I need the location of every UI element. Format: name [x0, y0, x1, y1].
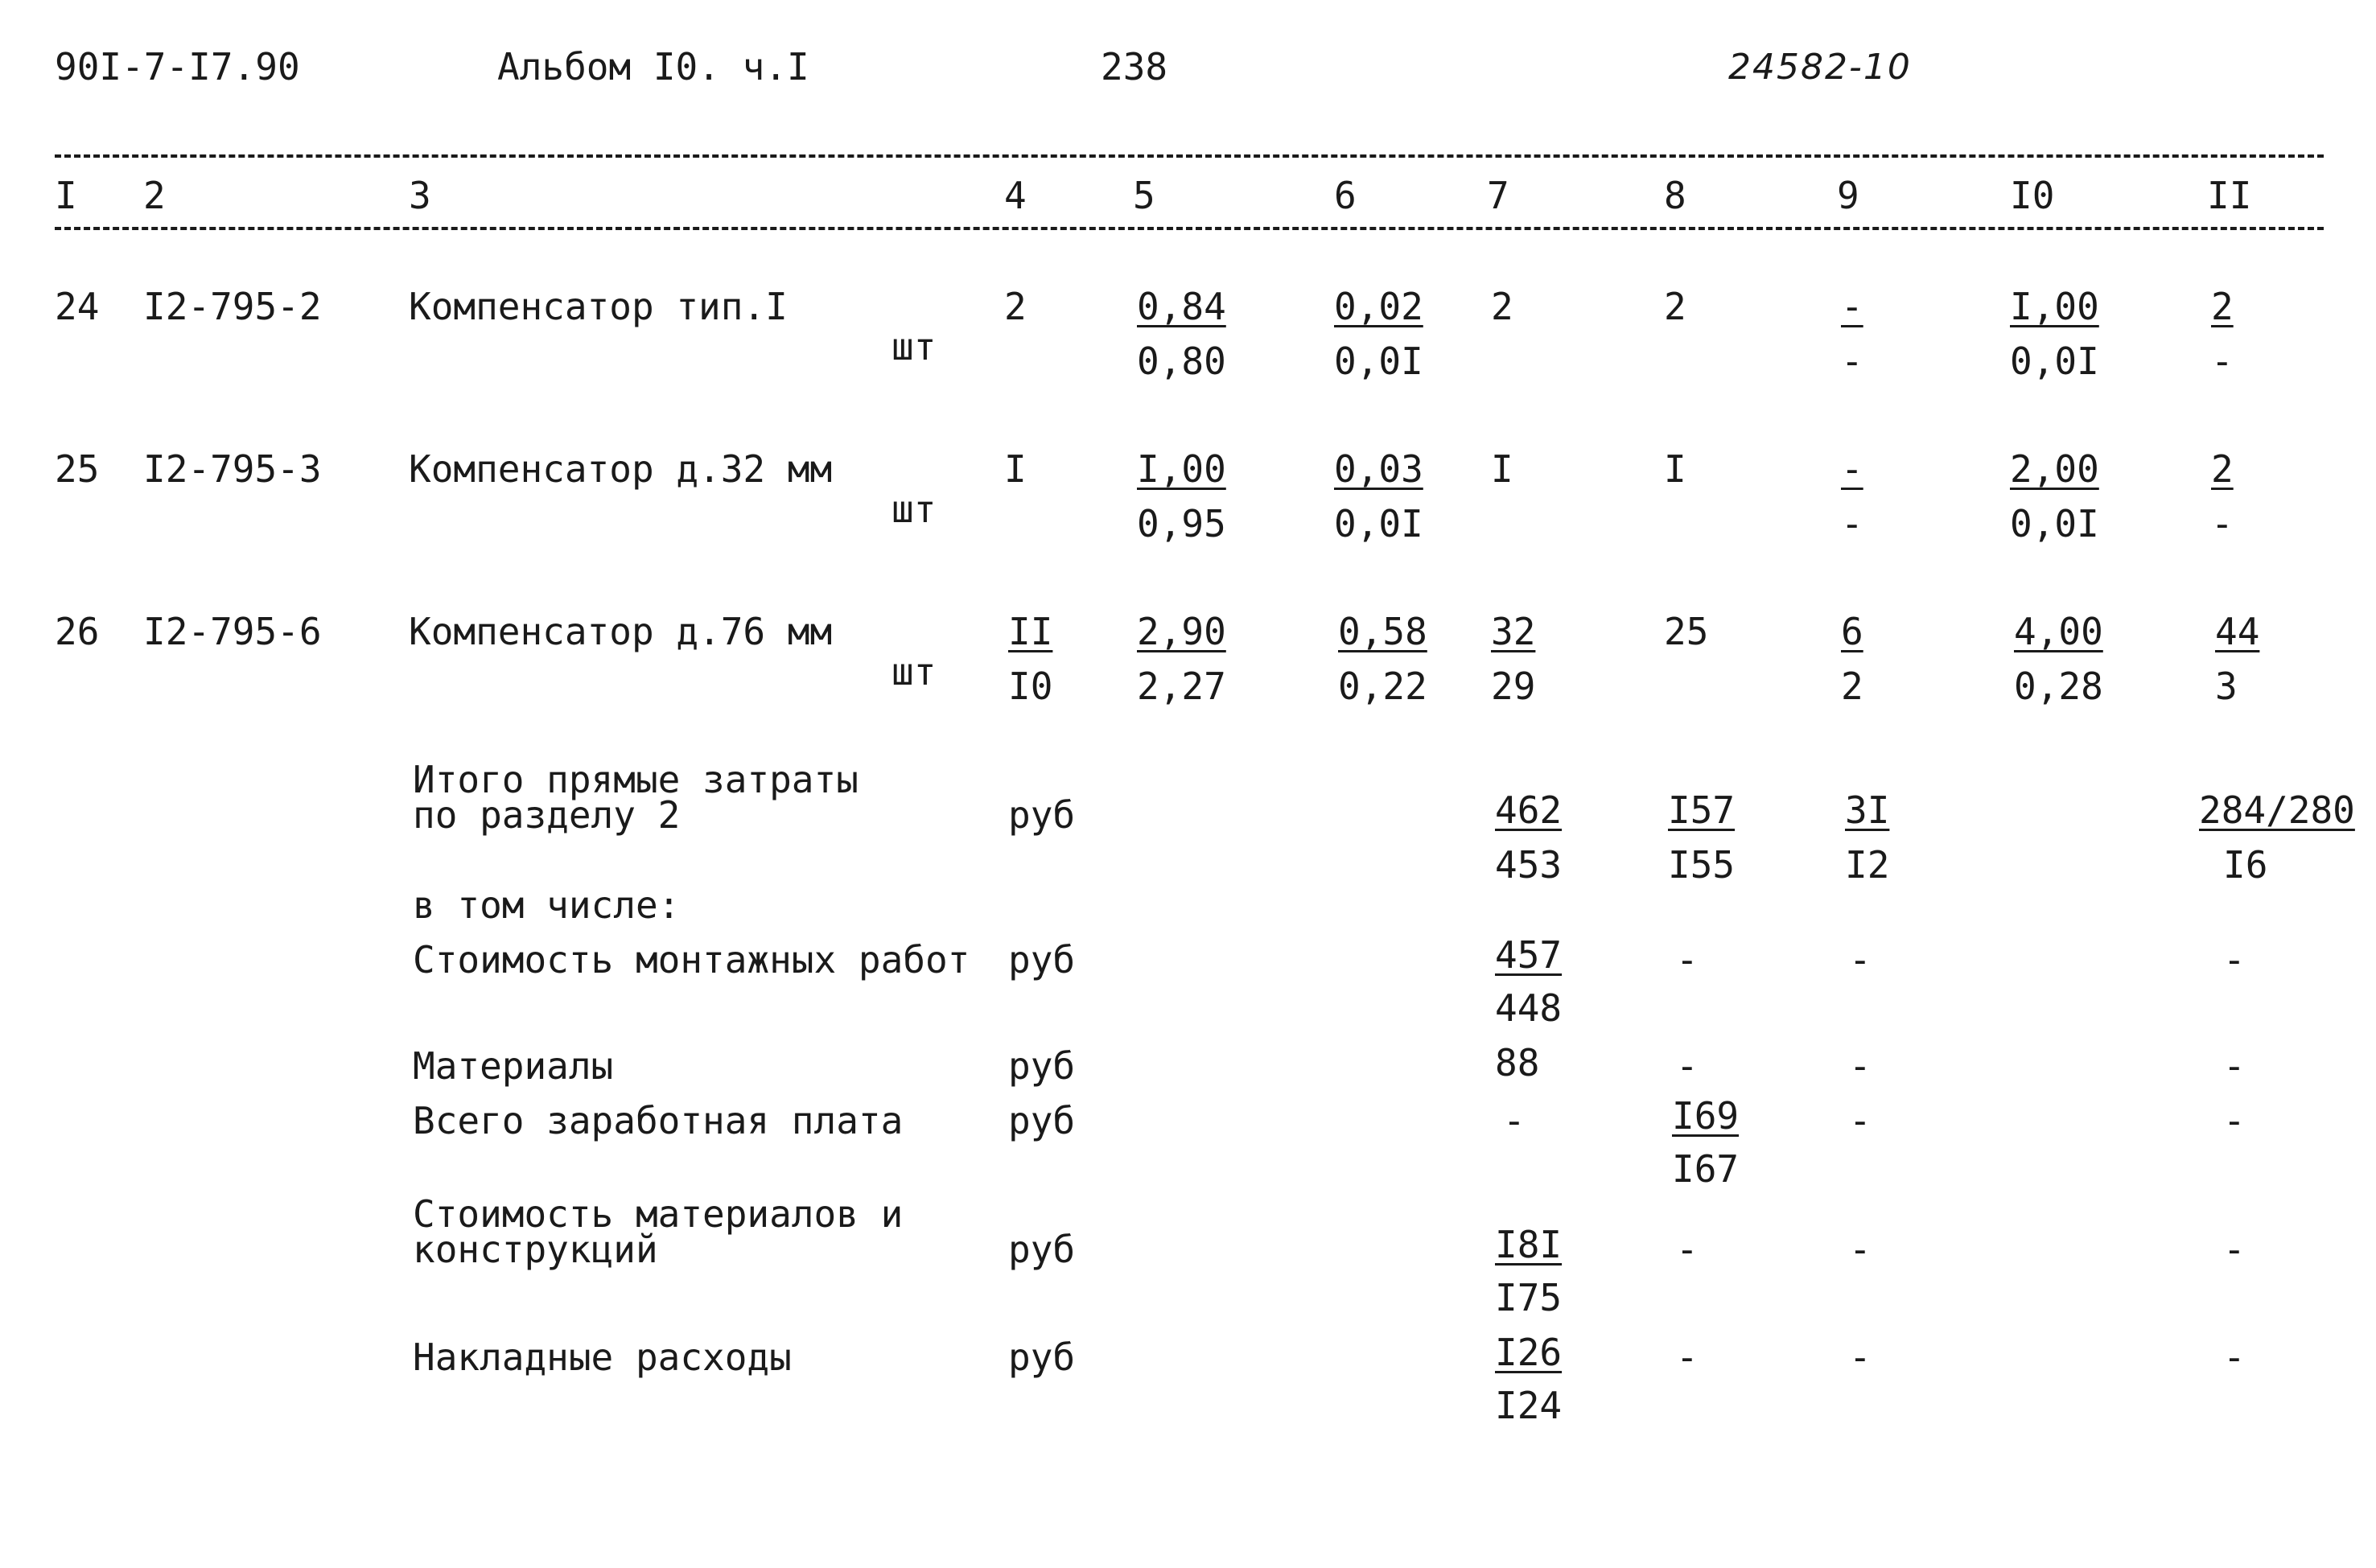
col10-top: 2,00 [2010, 447, 2099, 491]
total-col8-top: I57 [1668, 788, 1736, 832]
col7-top: 32 [1491, 610, 1536, 653]
mat-col7: 88 [1495, 1041, 1540, 1084]
col5-top: 0,84 [1137, 285, 1226, 328]
col10-bottom: 0,28 [2014, 665, 2103, 708]
rate-code: I2-795-6 [143, 610, 322, 653]
matcons-col8: - [1676, 1228, 1699, 1271]
quantity: I [1004, 447, 1027, 491]
total-unit: руб [1008, 793, 1076, 837]
column-header-6: 6 [1334, 174, 1357, 217]
document-number: 24582-10 [1728, 47, 1912, 88]
mont-col11: - [2223, 938, 2246, 982]
col11-bottom: - [2211, 340, 2234, 383]
total-col11-top: 284/280 [2199, 788, 2355, 832]
matcons-label-line1: Стоимость материалов и [413, 1192, 904, 1236]
col7-value: 2 [1491, 285, 1513, 328]
col7-value: I [1491, 447, 1513, 491]
col8-value: I [1664, 447, 1686, 491]
quantity: 2 [1004, 285, 1027, 328]
wage-unit: руб [1008, 1099, 1076, 1142]
col6-bottom: 0,0I [1334, 502, 1423, 545]
wage-col8-bottom: I67 [1672, 1147, 1740, 1191]
document-code: 90I-7-I7.90 [55, 45, 300, 88]
mont-col7-bottom: 448 [1495, 986, 1563, 1030]
col9-bottom: 2 [1841, 665, 1863, 708]
column-header-2: 2 [143, 174, 166, 217]
col10-top: I,00 [2010, 285, 2099, 328]
overhead-unit: руб [1008, 1335, 1076, 1379]
col9-bottom: - [1841, 502, 1863, 545]
matcons-label-line2: конструкций [413, 1228, 658, 1271]
mat-col8: - [1676, 1044, 1699, 1088]
mont-col8: - [1676, 938, 1699, 982]
col9-bottom: - [1841, 340, 1863, 383]
col7-bottom: 29 [1491, 665, 1536, 708]
col11-top: 44 [2215, 610, 2260, 653]
matcons-col11: - [2223, 1228, 2246, 1271]
mont-unit: руб [1008, 938, 1076, 982]
column-header-3: 3 [409, 174, 431, 217]
item-name: Компенсатор д.32 мм [409, 447, 833, 491]
overhead-label: Накладные расходы [413, 1335, 792, 1379]
col11-bottom: 3 [2215, 665, 2238, 708]
col11-top: 2 [2211, 285, 2234, 328]
total-col7-top: 462 [1495, 788, 1563, 832]
overhead-col7-bottom: I24 [1495, 1384, 1563, 1427]
col4-top: II [1008, 610, 1053, 653]
col6-bottom: 0,22 [1338, 665, 1427, 708]
total-col8-bottom: I55 [1668, 843, 1736, 887]
wage-col7: - [1503, 1099, 1526, 1142]
col6-bottom: 0,0I [1334, 340, 1423, 383]
col5-top: I,00 [1137, 447, 1226, 491]
total-col7-bottom: 453 [1495, 843, 1563, 887]
matcons-col9: - [1849, 1228, 1872, 1271]
wage-col9: - [1849, 1099, 1872, 1142]
wage-col8-top: I69 [1672, 1094, 1740, 1138]
unit: шт [892, 325, 937, 368]
mont-col9: - [1849, 938, 1872, 982]
col5-bottom: 2,27 [1137, 665, 1226, 708]
col4-bottom: I0 [1008, 665, 1053, 708]
matcons-col7-bottom: I75 [1495, 1276, 1563, 1319]
overhead-col8: - [1676, 1335, 1699, 1379]
col5-bottom: 0,80 [1137, 340, 1226, 383]
col6-top: 0,58 [1338, 610, 1427, 653]
matcons-col7-top: I8I [1495, 1223, 1563, 1266]
column-header-11: II [2207, 174, 2252, 217]
rate-code: I2-795-3 [143, 447, 322, 491]
col11-bottom: - [2211, 502, 2234, 545]
mont-col7-top: 457 [1495, 933, 1563, 977]
col8-value: 25 [1664, 610, 1709, 653]
col10-bottom: 0,0I [2010, 502, 2099, 545]
overhead-col11: - [2223, 1335, 2246, 1379]
wage-col11: - [2223, 1099, 2246, 1142]
col5-top: 2,90 [1137, 610, 1226, 653]
mat-col9: - [1849, 1044, 1872, 1088]
total-label-line1: Итого прямые затраты [413, 758, 859, 801]
column-header-8: 8 [1664, 174, 1686, 217]
wage-label: Всего заработная плата [413, 1099, 904, 1142]
mat-col11: - [2223, 1044, 2246, 1088]
column-header-10: I0 [2010, 174, 2055, 217]
column-header-9: 9 [1837, 174, 1859, 217]
mat-label: Материалы [413, 1044, 614, 1088]
item-name: Компенсатор д.76 мм [409, 610, 833, 653]
unit: шт [892, 650, 937, 693]
including-label: в том числе: [413, 883, 681, 927]
column-header-1: I [55, 174, 77, 217]
header-top-rule [55, 154, 2324, 158]
col9-top: - [1841, 285, 1863, 328]
row-number: 25 [55, 447, 100, 491]
total-label-line2: по разделу 2 [413, 793, 681, 837]
col11-top: 2 [2211, 447, 2234, 491]
total-col9-bottom: I2 [1845, 843, 1890, 887]
unit: шт [892, 488, 937, 531]
mat-unit: руб [1008, 1044, 1076, 1088]
column-header-5: 5 [1133, 174, 1155, 217]
total-col9-top: 3I [1845, 788, 1890, 832]
overhead-col9: - [1849, 1335, 1872, 1379]
col5-bottom: 0,95 [1137, 502, 1226, 545]
col9-top: - [1841, 447, 1863, 491]
matcons-unit: руб [1008, 1228, 1076, 1271]
album-label: Альбом I0. ч.I [497, 45, 809, 88]
mont-label: Стоимость монтажных работ [413, 938, 970, 982]
col6-top: 0,03 [1334, 447, 1423, 491]
col10-bottom: 0,0I [2010, 340, 2099, 383]
overhead-col7-top: I26 [1495, 1331, 1563, 1374]
item-name: Компенсатор тип.I [409, 285, 788, 328]
column-header-7: 7 [1487, 174, 1509, 217]
total-col11-bottom: I6 [2223, 843, 2268, 887]
col9-top: 6 [1841, 610, 1863, 653]
col8-value: 2 [1664, 285, 1686, 328]
row-number: 24 [55, 285, 100, 328]
rate-code: I2-795-2 [143, 285, 322, 328]
col6-top: 0,02 [1334, 285, 1423, 328]
column-header-4: 4 [1004, 174, 1027, 217]
page-number: 238 [1101, 45, 1168, 88]
row-number: 26 [55, 610, 100, 653]
col10-top: 4,00 [2014, 610, 2103, 653]
header-bottom-rule [55, 227, 2324, 230]
